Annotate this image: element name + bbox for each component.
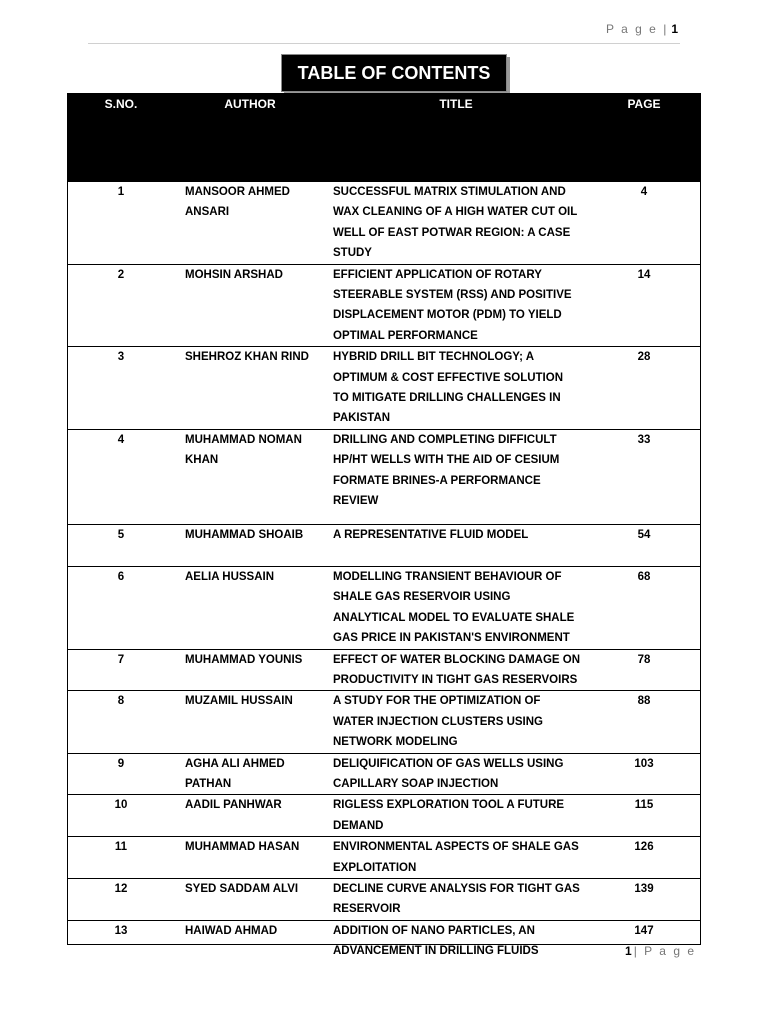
row-title: ADDITION OF NANO PARTICLES, AN ADVANCEMENT IN DRILLING FLUIDS <box>333 924 539 958</box>
footer-page-value: 1 <box>625 944 632 958</box>
row-page: 14 <box>587 264 701 347</box>
row-author: MUHAMMAD YOUNIS <box>175 649 325 691</box>
row-sno: 4 <box>67 429 175 524</box>
header-page-label: P a g e | <box>606 22 669 36</box>
table-row <box>67 920 701 961</box>
row-title: A REPRESENTATIVE FLUID MODEL <box>325 524 587 566</box>
row-title: DRILLING AND COMPLETING DIFFICULT HP/HT WELLS WITH THE AID OF CESIUM FORMATE BRINES-A PERFORMANCE REVIEW <box>325 429 587 524</box>
row-sno: 5 <box>67 524 175 566</box>
page-title: TABLE OF CONTENTS <box>281 54 507 92</box>
table-row <box>67 795 701 837</box>
row-author: SYED SADDAM ALVI <box>175 878 325 920</box>
row-author: MANSOOR AHMED ANSARI <box>175 182 325 264</box>
row-sno: 12 <box>67 878 175 920</box>
table-header-row <box>67 93 701 182</box>
row-author: MOHSIN ARSHAD <box>175 264 325 347</box>
table-row <box>67 566 701 649</box>
row-page: 88 <box>587 691 701 753</box>
row-sno: 10 <box>67 795 175 837</box>
row-page: 4 <box>587 182 701 264</box>
table-row <box>67 753 701 795</box>
column-header-page: PAGE <box>587 93 701 182</box>
row-sno: 7 <box>67 649 175 691</box>
footer-page-number <box>625 944 696 958</box>
table-row <box>67 429 701 524</box>
header-page-number <box>606 22 678 36</box>
footer-page-label: | P a g e <box>633 944 696 958</box>
row-author: SHEHROZ KHAN RIND <box>175 347 325 430</box>
row-sno: 1 <box>67 182 175 264</box>
table-row <box>67 691 701 753</box>
table-row <box>67 264 701 347</box>
header-page-value: 1 <box>671 22 678 36</box>
row-title: A STUDY FOR THE OPTIMIZATION OF WATER INJECTION CLUSTERS USING NETWORK MODELING <box>325 691 587 753</box>
row-page: 139 <box>587 878 701 920</box>
row-sno: 13 <box>114 924 128 937</box>
row-title: SUCCESSFUL MATRIX STIMULATION AND WAX CLEANING OF A HIGH WATER CUT OIL WELL OF EAST POTWAR REGION: A CASE STUDY <box>325 182 587 264</box>
row-author: MUHAMMAD SHOAIB <box>175 524 325 566</box>
row-sno: 9 <box>67 753 175 795</box>
contents-table <box>67 93 701 962</box>
row-page: 103 <box>587 753 701 795</box>
row-title: EFFECT OF WATER BLOCKING DAMAGE ON PRODUCTIVITY IN TIGHT GAS RESERVOIRS <box>325 649 587 691</box>
table-row <box>67 347 701 430</box>
row-author: AELIA HUSSAIN <box>175 566 325 649</box>
column-header-title: TITLE <box>325 93 587 182</box>
row-author: MUHAMMAD NOMAN KHAN <box>175 429 325 524</box>
row-author: MUZAMIL HUSSAIN <box>175 691 325 753</box>
row-title: ENVIRONMENTAL ASPECTS OF SHALE GAS EXPLOITATION <box>325 837 587 879</box>
row-author: HAIWAD AHMAD <box>185 924 278 937</box>
table-row <box>67 524 701 566</box>
row-author: AADIL PANHWAR <box>175 795 325 837</box>
row-page: 78 <box>587 649 701 691</box>
table-row <box>67 649 701 691</box>
row-sno: 2 <box>67 264 175 347</box>
row-sno: 11 <box>67 837 175 879</box>
row-author: AGHA ALI AHMED PATHAN <box>175 753 325 795</box>
row-sno: 3 <box>67 347 175 430</box>
row-author: MUHAMMAD HASAN <box>175 837 325 879</box>
table-row <box>67 837 701 879</box>
row-page: 115 <box>587 795 701 837</box>
column-header-sno: S.NO. <box>67 93 175 182</box>
table-body <box>67 182 701 962</box>
row-title: DELIQUIFICATION OF GAS WELLS USING CAPILLARY SOAP INJECTION <box>325 753 587 795</box>
row-page: 147 <box>634 924 654 937</box>
row-page: 28 <box>587 347 701 430</box>
table-row <box>67 878 701 920</box>
row-page: 68 <box>587 566 701 649</box>
column-header-author: AUTHOR <box>175 93 325 182</box>
header-divider <box>88 43 680 44</box>
row-page: 126 <box>587 837 701 879</box>
row-title: HYBRID DRILL BIT TECHNOLOGY; A OPTIMUM & COST EFFECTIVE SOLUTION TO MITIGATE DRILLING CHALLENGES IN PAKISTAN <box>325 347 587 430</box>
row-title: DECLINE CURVE ANALYSIS FOR TIGHT GAS RESERVOIR <box>325 878 587 920</box>
row-title: EFFICIENT APPLICATION OF ROTARY STEERABLE SYSTEM (RSS) AND POSITIVE DISPLACEMENT MOTOR (PDM) TO YIELD OPTIMAL PERFORMANCE <box>325 264 587 347</box>
table-row <box>67 182 701 264</box>
row-sno: 8 <box>67 691 175 753</box>
row-title: MODELLING TRANSIENT BEHAVIOUR OF SHALE GAS RESERVOIR USING ANALYTICAL MODEL TO EVALUATE SHALE GAS PRICE IN PAKISTAN'S ENVIRONMENT <box>325 566 587 649</box>
row-page: 54 <box>587 524 701 566</box>
row-title: RIGLESS EXPLORATION TOOL A FUTURE DEMAND <box>325 795 587 837</box>
row-page: 33 <box>587 429 701 524</box>
row-sno: 6 <box>67 566 175 649</box>
